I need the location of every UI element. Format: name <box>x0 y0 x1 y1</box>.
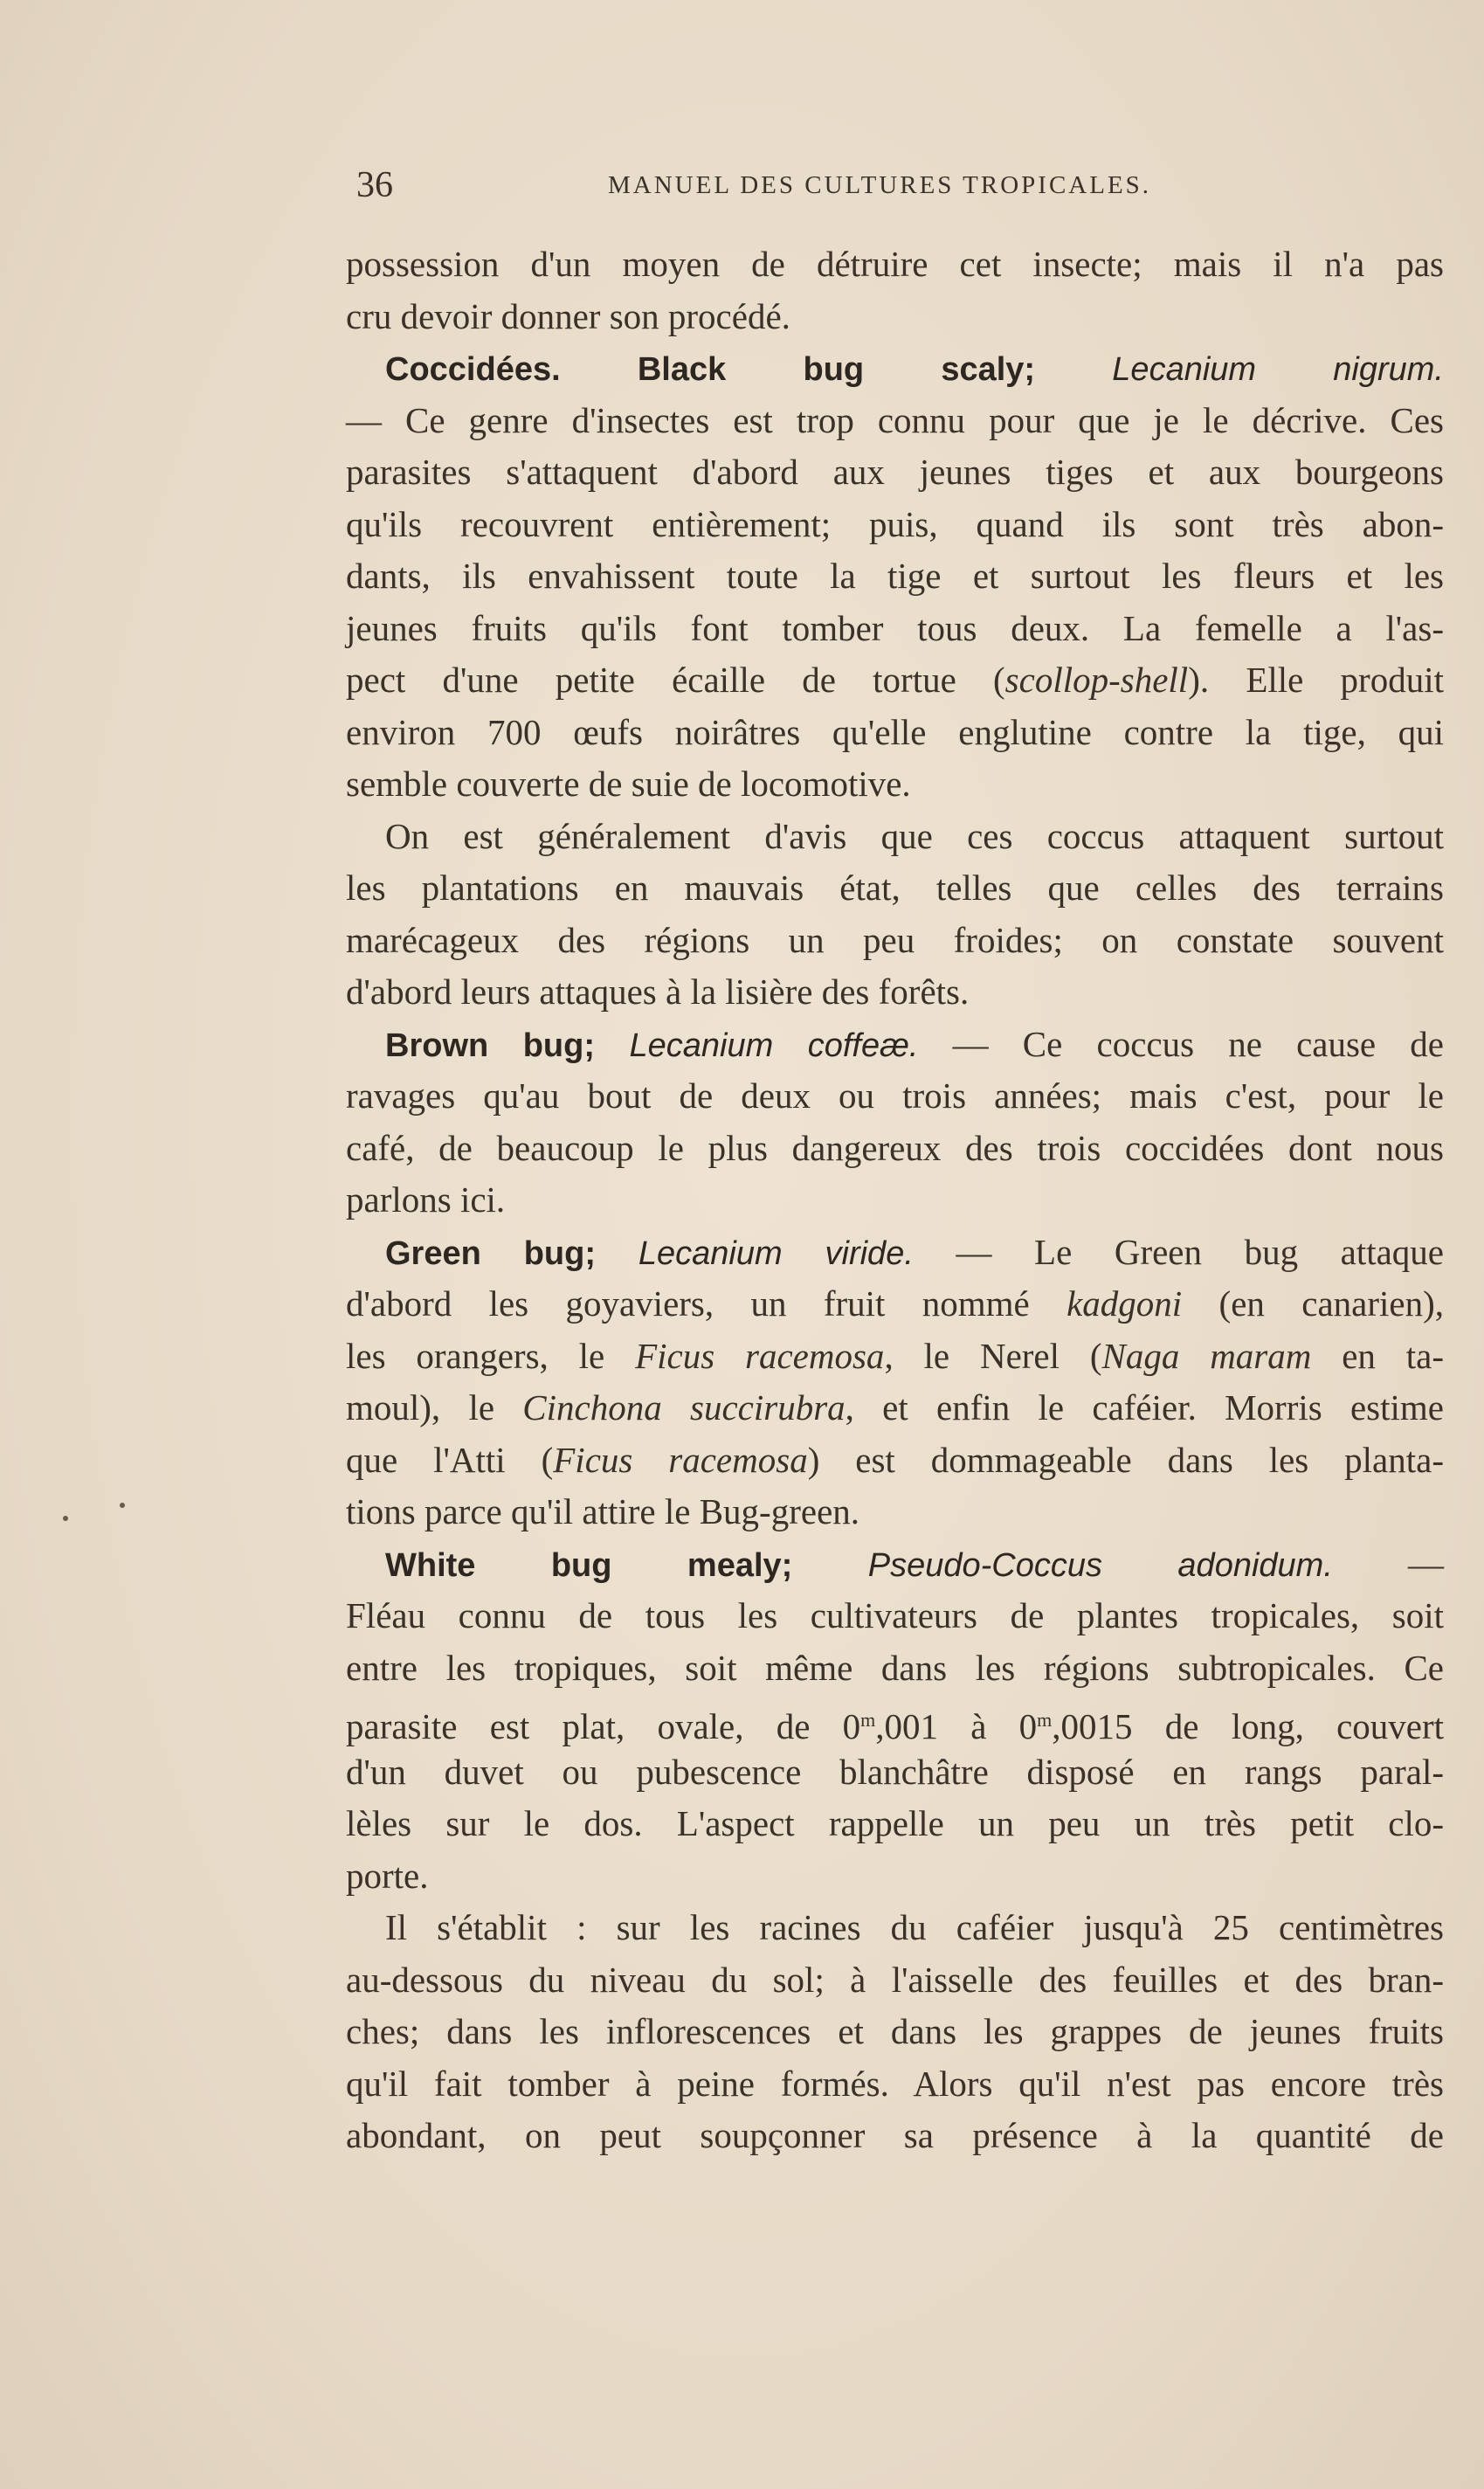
running-title: MANUEL DES CULTURES TROPICALES. <box>608 171 1152 199</box>
text-line <box>346 2110 1444 2162</box>
italic-text: kadgoni <box>1066 1283 1183 1324</box>
text-line-content <box>346 1278 1444 1331</box>
bold-heading-text: Coccidées. Black bug scaly; <box>385 351 1113 388</box>
text-line <box>346 446 1444 499</box>
text-line-content <box>346 2006 1444 2058</box>
text-run: ) est dommageable dans les planta- <box>807 1439 1444 1480</box>
text-run: tions parce qu'il attire le Bug-green. <box>346 1491 860 1531</box>
text-run: jeunes fruits qu'ils font tomber tous deux. La femelle a l'as- <box>346 607 1444 648</box>
text-line <box>346 1331 1444 1383</box>
text-run: cru devoir donner son procédé. <box>346 295 790 336</box>
text-line <box>346 1382 1444 1435</box>
text-line <box>346 862 1444 915</box>
text-run: d'abord leurs attaques à la lisière des forêts. <box>346 971 970 1012</box>
text-line-content <box>346 654 1444 707</box>
text-line <box>346 1486 1444 1538</box>
text-line <box>346 707 1444 759</box>
text-line <box>346 758 1444 811</box>
text-run: (en canarien), <box>1182 1283 1444 1324</box>
text-run: que l'Atti ( <box>346 1439 554 1480</box>
text-line-content <box>346 2058 1444 2111</box>
text-run: parasite est plat, ovale, de 0 <box>346 1706 861 1746</box>
text-run: ,001 à 0 <box>875 1706 1038 1746</box>
text-line-content <box>346 1798 1444 1850</box>
text-run: — Ce genre d'insectes est trop connu pour que je le décrive. Ces <box>346 399 1444 440</box>
text-line-content <box>346 1070 1444 1123</box>
text-line <box>346 811 1444 863</box>
text-run: d'abord les goyaviers, un fruit nommé <box>346 1283 1067 1324</box>
text-line-content <box>346 239 1444 291</box>
italic-text: Lecanium viride. <box>638 1234 914 1272</box>
text-run: au-dessous du niveau du sol; à l'aisselle des feuilles et des bran- <box>346 1959 1444 2000</box>
text-line-content <box>346 915 1444 967</box>
text-line-content <box>346 1331 1444 1383</box>
page-header <box>346 164 1444 213</box>
text-run: qu'il fait tomber à peine formés. Alors qu'il n'est pas encore très <box>346 2063 1444 2104</box>
text-run: possession d'un moyen de détruire cet insecte; mais il n'a pas <box>346 244 1444 284</box>
italic-text: Lecanium nigrum. <box>1112 351 1444 388</box>
text-run: — Ce coccus ne cause de <box>918 1023 1445 1064</box>
text-run: en ta- <box>1311 1335 1445 1376</box>
text-run: — <box>1332 1543 1445 1584</box>
text-line <box>346 1798 1444 1850</box>
text-line <box>346 1278 1444 1331</box>
text-run: parasites s'attaquent d'abord aux jeunes tiges et aux bourgeons <box>346 452 1444 492</box>
text-line <box>346 966 1444 1019</box>
text-run: porte. <box>346 1855 429 1896</box>
text-line-content <box>346 1746 1444 1799</box>
page-body-text <box>346 239 1444 2162</box>
text-line-content <box>346 1642 1444 1695</box>
text-run: semble couverte de suie de locomotive. <box>346 764 911 804</box>
text-run: , et enfin le caféier. Morris estime <box>845 1387 1444 1428</box>
text-run: les orangers, le <box>346 1335 636 1376</box>
italic-text: Ficus racemosa <box>553 1439 808 1480</box>
text-line <box>346 2006 1444 2058</box>
text-run: dants, ils envahissent toute la tige et surtout les fleurs et les <box>346 556 1444 596</box>
text-line <box>346 1746 1444 1799</box>
text-line <box>346 550 1444 603</box>
text-run: On est généralement d'avis que ces coccus attaquent surtout <box>385 815 1444 856</box>
text-run: ). Elle produit <box>1188 660 1444 700</box>
text-line-content <box>346 1435 1444 1487</box>
italic-text: Ficus racemosa <box>635 1335 885 1376</box>
text-line-content <box>346 1174 1444 1227</box>
text-line-content <box>346 395 1444 447</box>
text-line-content <box>346 1590 1444 1642</box>
text-line-content <box>346 1850 1444 1903</box>
text-line-content <box>346 1227 1444 1279</box>
text-line <box>346 1590 1444 1642</box>
superscript-text: m <box>1037 1709 1053 1731</box>
text-line <box>346 1070 1444 1123</box>
text-line-content <box>346 1382 1444 1435</box>
text-run: d'un duvet ou pubescence blanchâtre disposé en rangs paral- <box>346 1751 1444 1792</box>
text-run: marécageux des régions un peu froides; on constate souvent <box>346 919 1444 960</box>
text-line <box>346 2058 1444 2111</box>
text-line <box>346 603 1444 655</box>
text-run: lèles sur le dos. L'aspect rappelle un peu un très petit clo- <box>346 1803 1444 1843</box>
text-run: les plantations en mauvais état, telles que celles des terrains <box>346 868 1444 908</box>
text-line-content <box>346 446 1444 499</box>
text-line <box>346 1227 1444 1279</box>
text-line-content <box>346 342 1444 395</box>
text-line <box>346 342 1444 395</box>
text-run: entre les tropiques, soit même dans les régions subtropicales. Ce <box>346 1647 1444 1688</box>
text-line <box>346 1642 1444 1695</box>
bold-heading-text: Green bug; <box>385 1234 638 1272</box>
ink-speck <box>120 1503 125 1508</box>
text-line-content <box>346 1538 1444 1591</box>
text-line <box>346 239 1444 291</box>
italic-text: Naga maram <box>1101 1335 1312 1376</box>
italic-text: Lecanium coffeæ. <box>629 1027 919 1064</box>
italic-text: Pseudo-Coccus adonidum. <box>867 1546 1333 1584</box>
text-line-content <box>346 1019 1444 1071</box>
text-line-content <box>346 550 1444 603</box>
text-line <box>346 1954 1444 2007</box>
text-line-content <box>346 1954 1444 2007</box>
text-run: qu'ils recouvrent entièrement; puis, quand ils sont très abon- <box>346 503 1444 544</box>
text-line-content <box>346 1123 1444 1175</box>
text-line <box>346 291 1444 343</box>
text-run: abondant, on peut soupçonner sa présence à la quantité de <box>346 2115 1444 2155</box>
bold-heading-text: White bug mealy; <box>385 1546 868 1584</box>
text-line-content <box>346 603 1444 655</box>
italic-text: scollop-shell <box>1004 660 1189 700</box>
text-line <box>346 1902 1444 1954</box>
text-line-content <box>346 862 1444 915</box>
text-line <box>346 1694 1444 1746</box>
text-line <box>346 499 1444 551</box>
text-run: Fléau connu de tous les cultivateurs de plantes tropicales, soit <box>346 1595 1444 1635</box>
text-run: parlons ici. <box>346 1179 506 1220</box>
text-run: ches; dans les inflorescences et dans les grappes de jeunes fruits <box>346 2011 1444 2051</box>
text-line-content <box>346 707 1444 759</box>
text-line-content <box>346 291 1444 343</box>
text-line <box>346 1538 1444 1591</box>
italic-text: Cinchona succirubra <box>522 1387 846 1428</box>
text-line <box>346 1019 1444 1071</box>
text-line <box>346 1850 1444 1903</box>
text-line-content <box>346 811 1444 863</box>
text-line <box>346 1174 1444 1227</box>
text-line <box>346 1123 1444 1175</box>
text-run: pect d'une petite écaille de tortue ( <box>346 660 1005 700</box>
text-run: ,0015 de long, couvert <box>1052 1706 1445 1746</box>
text-run: café, de beaucoup le plus dangereux des trois coccidées dont nous <box>346 1127 1444 1168</box>
text-run: Il s'établit : sur les racines du caféier jusqu'à 25 centimètres <box>385 1907 1444 1947</box>
text-run: ravages qu'au bout de deux ou trois années; mais c'est, pour le <box>346 1075 1444 1116</box>
text-line-content <box>346 1694 1444 1746</box>
text-run: , le Nerel ( <box>884 1335 1102 1376</box>
text-line-content <box>346 966 1444 1019</box>
bold-heading-text: Brown bug; <box>385 1027 630 1064</box>
text-line-content <box>346 499 1444 551</box>
text-line <box>346 654 1444 707</box>
text-line-content <box>346 2110 1444 2162</box>
text-run: moul), le <box>346 1387 523 1428</box>
text-run: — Le Green bug attaque <box>913 1231 1445 1272</box>
text-line-content <box>346 758 1444 811</box>
text-line-content <box>346 1486 1444 1538</box>
page-number: 36 <box>356 165 393 205</box>
text-run: environ 700 œufs noirâtres qu'elle englutine contre la tige, qui <box>346 711 1444 752</box>
superscript-text: m <box>860 1709 876 1731</box>
text-line <box>346 1435 1444 1487</box>
text-line-content <box>346 1902 1444 1954</box>
text-line <box>346 915 1444 967</box>
ink-speck <box>63 1516 68 1521</box>
text-line <box>346 395 1444 447</box>
